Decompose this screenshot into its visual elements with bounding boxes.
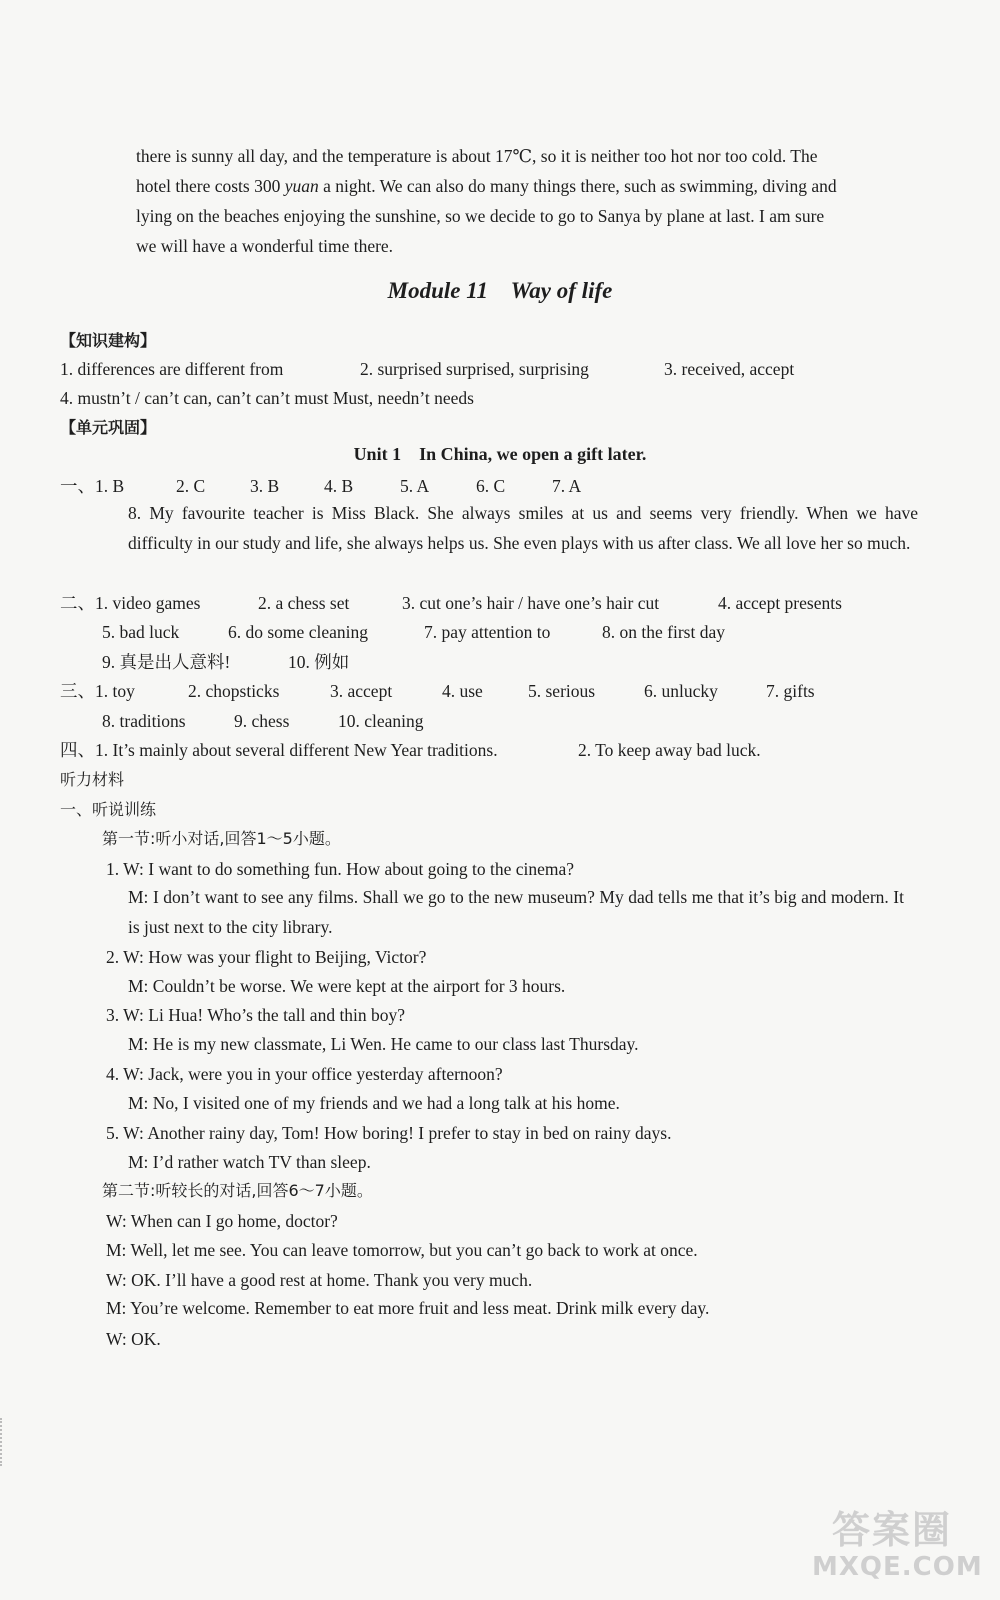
answer: 7. A <box>552 476 582 496</box>
dialogue-4-w: 4. W: Jack, were you in your office yesterday afternoon? <box>106 1064 503 1084</box>
answer: 6. unlucky <box>644 681 718 701</box>
part3-label: 三、1. toy <box>60 681 135 701</box>
part3-row-1 <box>60 680 960 702</box>
listening-sub-2: 第二节:听较长的对话,回答6～7小题。 <box>102 1181 373 1200</box>
dialogue-1-w: 1. W: I want to do something fun. How about going to the cinema? <box>106 859 575 879</box>
review-heading: 【单元巩固】 <box>60 418 157 437</box>
long-dialogue-line: W: OK. I’ll have a good rest at home. Thank you very much. <box>106 1270 533 1290</box>
part4-label: 四、1. It’s mainly about several different New Year traditions. <box>60 740 498 760</box>
intro-line-4: we will have a wonderful time there. <box>136 236 394 256</box>
part1-q8: 8. My favourite teacher is Miss Black. She always smiles at us and seems very friendly. When we have difficulty in our study and life, she always helps us. She even plays with us after class. We all love her so much. <box>128 503 918 553</box>
dialogue-1-m: M: I don’t want to see any films. Shall we go to the new museum? My dad tells me that it’s big and modern. It is just next to the city library. <box>128 887 904 937</box>
intro-line-2 <box>136 175 837 197</box>
answer: 8. on the first day <box>602 622 725 642</box>
intro-line-1: there is sunny all day, and the temperature is about 17℃, so it is neither too hot nor too cold. The <box>136 146 818 166</box>
dialogue-5-m: M: I’d rather watch TV than sleep. <box>128 1152 371 1172</box>
part2-label: 二、1. video games <box>60 593 201 613</box>
answer: 7. gifts <box>766 681 815 701</box>
answer: 3. cut one’s hair / have one’s hair cut <box>402 593 660 613</box>
listening-heading: 听力材料 <box>60 770 125 789</box>
listening-sub-1: 第一节:听小对话,回答1～5小题。 <box>102 829 341 848</box>
answer: 2. To keep away bad luck. <box>578 740 761 760</box>
knowledge-row-1 <box>60 358 960 380</box>
part1-row <box>60 475 960 497</box>
answer: 4. use <box>442 681 483 701</box>
long-dialogue-line: M: You’re welcome. Remember to eat more fruit and less meat. Drink milk every day. <box>106 1298 710 1318</box>
answer: 4. B <box>324 476 354 496</box>
answer: 2. a chess set <box>258 593 350 613</box>
listening-section-1: 一、听说训练 <box>60 800 157 819</box>
dialogue-3-m: M: He is my new classmate, Li Wen. He came to our class last Thursday. <box>128 1034 639 1054</box>
answer: 3. B <box>250 476 280 496</box>
answer: 3. received, accept <box>664 359 795 379</box>
part2-row-1 <box>60 592 960 614</box>
answer: 2. chopsticks <box>188 681 280 701</box>
part2-row-2 <box>102 621 962 643</box>
answer: 5. bad luck <box>102 622 180 642</box>
intro-text: a night. We can also do many things there, such as swimming, diving and <box>318 176 837 196</box>
part2-row-3 <box>102 651 962 673</box>
answer: 9. chess <box>234 711 290 731</box>
knowledge-row-2: 4. mustn’t / can’t can, can’t can’t must Must, needn’t needs <box>60 388 474 408</box>
long-dialogue-line: M: Well, let me see. You can leave tomorrow, but you can’t go back to work at once. <box>106 1240 698 1260</box>
answer: 6. do some cleaning <box>228 622 368 642</box>
answer: 3. accept <box>330 681 393 701</box>
watermark-logo <box>812 1508 983 1588</box>
answer: 2. surprised surprised, surprising <box>360 359 589 379</box>
answer: 1. differences are different from <box>60 359 284 379</box>
intro-line-3: lying on the beaches enjoying the sunshine, so we decide to go to Sanya by plane at last. I am sure <box>136 206 825 226</box>
answer: 9. 真是出人意料! <box>102 652 231 672</box>
answer: 2. C <box>176 476 206 496</box>
answer: 10. cleaning <box>338 711 424 731</box>
part1-label: 一、1. B <box>60 476 125 496</box>
intro-text: hotel there costs 300 <box>136 176 285 196</box>
answer: 7. pay attention to <box>424 622 551 642</box>
dialogue-4-m: M: No, I visited one of my friends and we had a long talk at his home. <box>128 1093 620 1113</box>
part3-row-2 <box>102 710 962 732</box>
knowledge-heading: 【知识建构】 <box>60 331 157 350</box>
dialogue-5-w: 5. W: Another rainy day, Tom! How boring! I prefer to stay in bed on rainy days. <box>106 1123 672 1143</box>
long-dialogue-line: W: When can I go home, doctor? <box>106 1211 338 1231</box>
long-dialogue-line: W: OK. <box>106 1329 161 1349</box>
binding-edge-mark <box>0 1418 12 1466</box>
answer: 10. 例如 <box>288 652 350 672</box>
answer: 5. serious <box>528 681 596 701</box>
part4-row <box>60 739 960 761</box>
dialogue-2-w: 2. W: How was your flight to Beijing, Victor? <box>106 947 427 967</box>
answer: 6. C <box>476 476 506 496</box>
intro-italic-word: yuan <box>284 176 319 196</box>
dialogue-3-w: 3. W: Li Hua! Who’s the tall and thin boy? <box>106 1005 406 1025</box>
module-title: Module 11 Way of life <box>387 278 613 303</box>
watermark-url: MXQE.COM <box>812 1552 983 1582</box>
answer: 5. A <box>400 476 430 496</box>
answer: 8. traditions <box>102 711 186 731</box>
dialogue-2-m: M: Couldn’t be worse. We were kept at the airport for 3 hours. <box>128 976 566 996</box>
unit-title: Unit 1 In China, we open a gift later. <box>353 444 647 464</box>
answer: 4. accept presents <box>718 593 842 613</box>
watermark-text: 答案圈 <box>831 1508 952 1552</box>
